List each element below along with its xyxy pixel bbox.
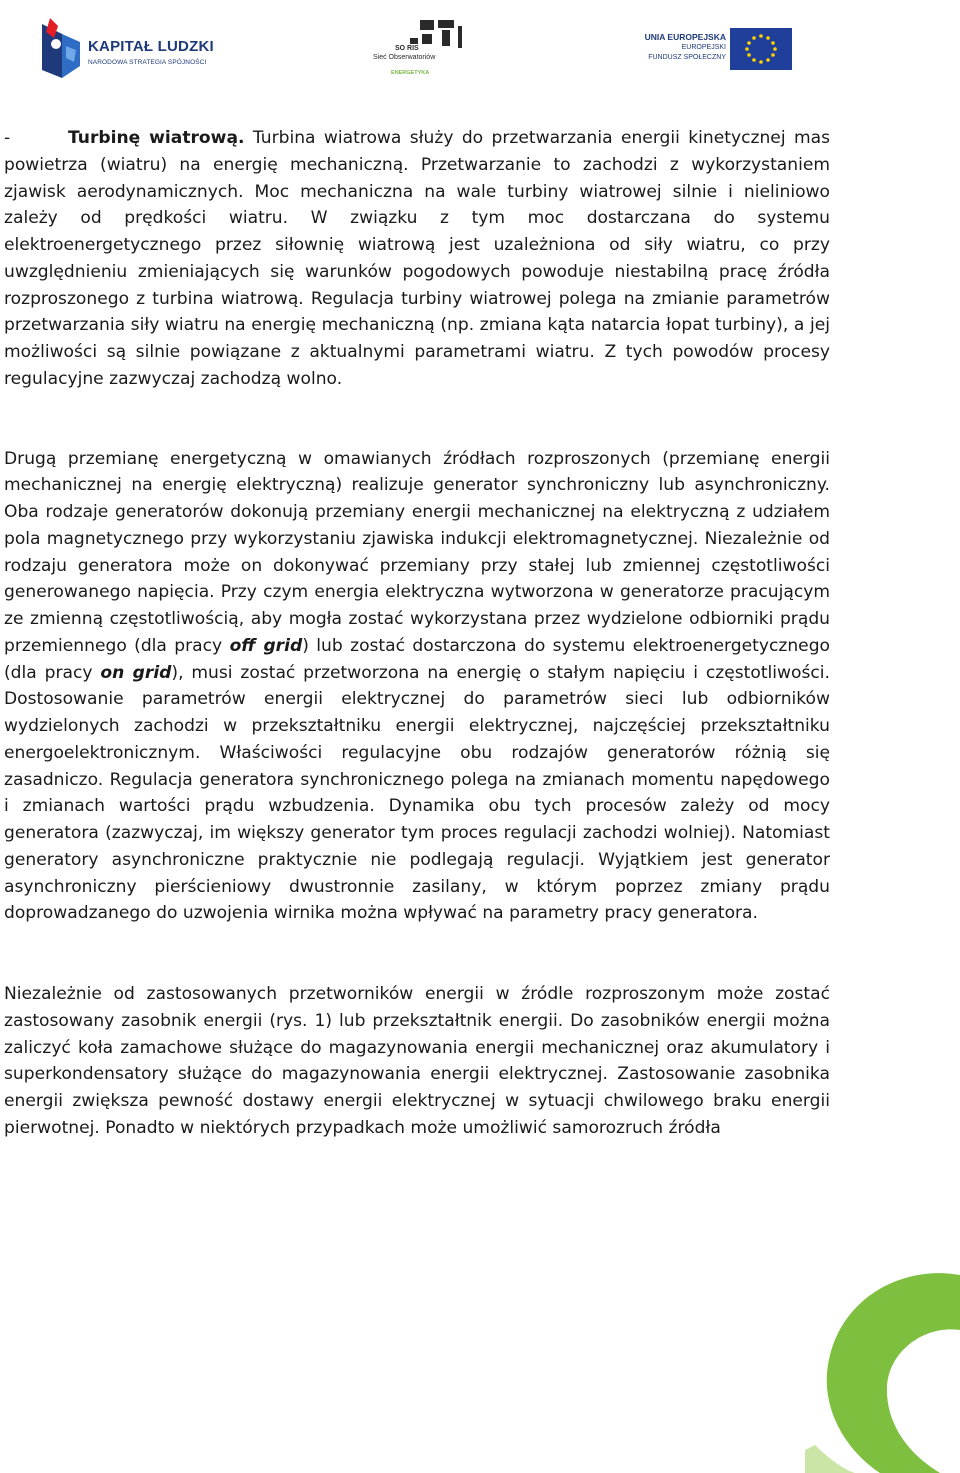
decorative-corner-graphic xyxy=(805,1235,960,1473)
eu-logo xyxy=(632,24,792,74)
eu-flag-icon xyxy=(730,28,792,70)
eu-logo-line-2: EUROPEJSKI xyxy=(681,44,726,51)
paragraph-text: Drugą przemianę energetyczną w omawianych źródłach rozproszonych (przemianę energii mechanicznej na energię elektryczną) realizuje generator synchroniczny lub asynchroniczny. Oba rodzaje generatorów dokonują przemiany energii mechanicznej na elektryczną z udziałem pola magnetycznego przy wykorzystaniu zjawiska indukcji elektromagnetycznej. Niezależnie od rodzaju generatora może on dokonywać przemiany przy stałej lub zmiennej częstotliwości generowanego napięcia. Przy czym energia elektryczna wytworzona w generatorze pracującym ze zmienną częstotliwością, aby mogła zostać wykorzystana przez wydzielone odbiorniki prądu przemiennego (dla pracy xyxy=(4,448,830,656)
logo-subtitle: NARODOWA STRATEGIA SPÓJNOŚCI xyxy=(88,59,207,66)
bullet-dash: - xyxy=(4,128,11,148)
term-off-grid: off grid xyxy=(229,635,303,656)
document-body xyxy=(4,125,830,1142)
paragraph-wind-turbine xyxy=(4,125,830,393)
so-ris-emblem xyxy=(360,16,480,56)
paragraph-text: ), musi zostać przetworzona na energię o stałym napięciu i częstotliwości. Dostosowanie parametrów energii elektrycznej do parametrów sieci lub odbiorników wydzielonych zachodzi w przekształtniku energii elektrycznej, najczęściej przekształtniku energoelektronicznym. Właściwości regulacyjne obu rodzajów generatorów różnią się zasadniczo. Regulacja generatora synchronicznego polega na zmianach momentu napędowego i zmianach wartości prądu wzbudzenia. Dynamika obu tych procesów zależy od mocy generatora (zazwyczaj, im większy generator tym proces regulacji zachodzi wolniej). Natomiast generatory asynchroniczne praktycznie nie podlegają regulacji. Wyjątkiem jest generator asynchroniczny pierścieniowy dwustronnie zasilany, w którym poprzez zmiany prądu doprowadzanego do uzwojenia wirnika można wpływać na parametry pracy generatora. xyxy=(4,662,830,924)
paragraph-text: Turbina wiatrowa służy do przetwarzania energii kinetycznej mas powietrza (wiatru) na energię mechaniczną. Przetwarzanie to zachodzi z wykorzystaniem zjawisk aerodynamicznych. Moc mechaniczna na wale turbiny wiatrowej silnie i nieliniowo zależy od prędkości wiatru. W związku z tym moc dostarczana do systemu elektroenergetycznego przez siłownię wiatrową jest uzależniona od siły wiatru, co przy uwzględnieniu zmieniających się warunków pogodowych powoduje niestabilną pracę źródła rozproszonego z turbina wiatrową. Regulacja turbiny wiatrowej polega na zmianie parametrów przetwarzania siły wiatru na energię mechaniczną (np. zmiana kąta natarcia łopat turbiny), a jej możliwości są silnie powiązane z aktualnymi parametrami wiatru. Z tych powodów procesy regulacyjne zazwyczaj zachodzą wolno. xyxy=(4,128,830,389)
so-ris-logo xyxy=(360,16,480,82)
logo-line-3: ENERGETYKA xyxy=(391,70,430,76)
logo-line-2: Sieć Obserwatoriów xyxy=(373,54,436,61)
paragraph-text: Niezależnie od zastosowanych przetworników energii w źródle rozproszonym może zostać zastosowany zasobnik energii (rys. 1) lub przekształtnik energii. Do zasobników energii można zaliczyć koła zamachowe służące do magazynowania energii mechanicznej oraz akumulatory i superkondensatory służące do magazynowania energii elektrycznej. Zastosowanie zasobnika energii zwiększa pewność dostawy energii elektrycznej w sytuacji chwilowego braku energii pierwotnej. Ponadto w niektórych przypadkach może umożliwić samorozruch źródła xyxy=(4,984,830,1138)
logo-line-1: SO RIS xyxy=(395,45,419,52)
paragraph-generators xyxy=(4,446,830,928)
eu-logo-line-3: FUNDUSZ SPOŁECZNY xyxy=(648,54,726,61)
kapital-ludzki-logo xyxy=(36,16,236,82)
term-on-grid: on grid xyxy=(100,662,172,683)
logo-title: KAPITAŁ LUDZKI xyxy=(88,38,214,55)
eu-logo-line-1: UNIA EUROPEJSKA xyxy=(644,32,726,42)
paragraph-energy-storage xyxy=(4,981,830,1142)
page-header xyxy=(0,0,960,100)
list-term: Turbinę wiatrową. xyxy=(68,128,245,148)
paragraph-text: ) lub zostać dostarczona do systemu elektroenergetycznego (dla pracy xyxy=(4,635,830,683)
kapital-ludzki-emblem xyxy=(36,16,88,82)
